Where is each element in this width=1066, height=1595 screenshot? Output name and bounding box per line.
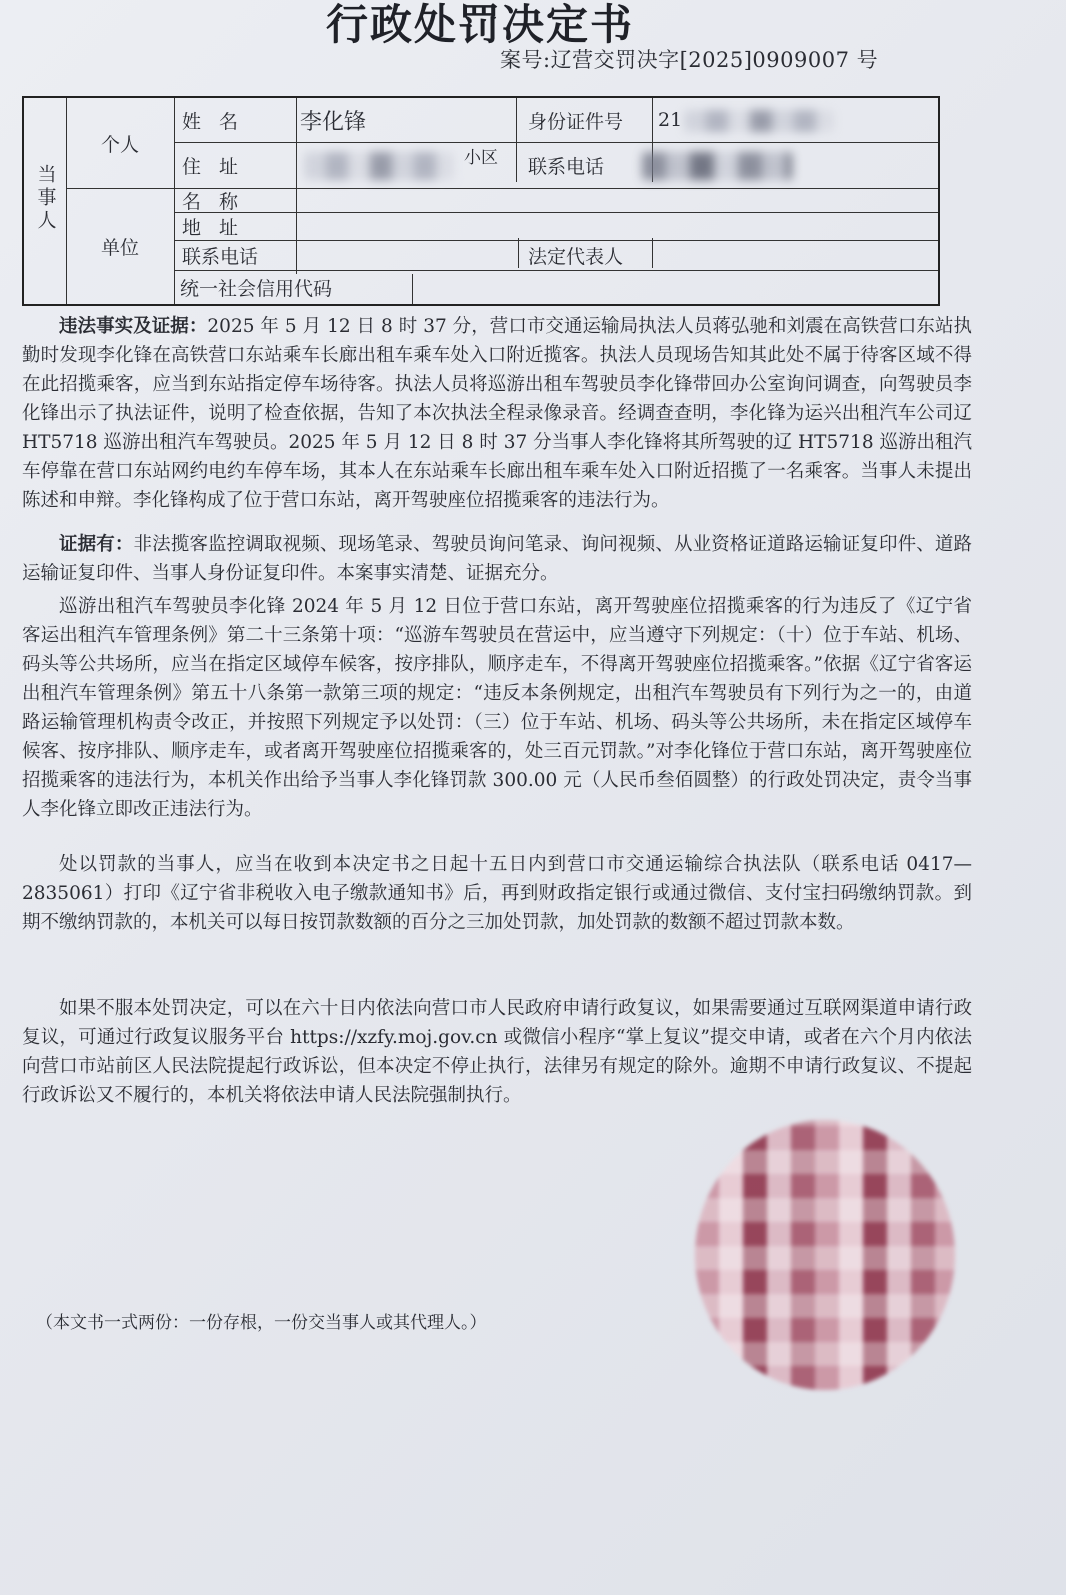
facts-heading: 违法事实及证据： — [59, 316, 208, 337]
credit-code-label: 统一社会信用代码 — [180, 277, 333, 300]
legal-rep-label: 法定代表人 — [528, 245, 624, 268]
case-number: 案号:辽营交罚决字[2025]0909007 号 — [500, 48, 879, 72]
name-label: 姓 名 — [182, 110, 245, 133]
evidence-heading: 证据有： — [59, 534, 134, 555]
name-value: 李化锋 — [300, 109, 367, 135]
party-label: 当事人 — [34, 163, 57, 233]
address-fragment: 小区 — [464, 147, 498, 168]
redacted-id-number — [684, 110, 834, 132]
redacted-address — [304, 152, 454, 180]
copies-note: （本文书一式两份：一份存根，一份交当事人或其代理人。） — [36, 1313, 487, 1333]
appeal-text: 如果不服本处罚决定，可以在六十日内依法向营口市人民政府申请行政复议，如果需要通过互联网渠道申请行政复议，可通过行政复议服务平台 https://xzfy.moj.gov.cn 或微信小程序“掌上复议”提交申请，或者在六个月内依法向营口市站前区人民法院提起行政诉讼，但本决定不停止执行，法律另有规定的除外。逾期不申请行政复议、不提起行政诉讼又不履行的，本机关将依法申请人民法院强制执行。 — [22, 998, 972, 1106]
violation-text: 巡游出租汽车驾驶员李化锋 2024 年 5 月 12 日位于营口东站，离开驾驶座位招揽乘客的行为违反了《辽宁省客运出租汽车管理条例》第二十三条第十项：“巡游车驾驶员在营运中，应当遵守下列规定：（十）位于车站、机场、码头等公共场所，应当在指定区域停车候客，按序排队，顺序走车，不得离开驾驶座位招揽乘客。”依据《辽宁省客运出租汽车管理条例》第五十八条第一款第三项的规定：“违反本条例规定，出租汽车驾驶员有下列行为之一的，由道路运输管理机构责令改正，并按照下列规定予以处罚：（三）位于车站、机场、码头等公共场所，未在指定区域停车候客、按序排队、顺序走车，或者离开驾驶座位招揽乘客的，处三百元罚款。”对李化锋位于营口东站，离开驾驶座位招揽乘客的违法行为，本机关作出给予当事人李化锋罚款 300.00 元（人民币叁佰圆整）的行政处罚决定，责令当事人李化锋立即改正违法行为。 — [22, 596, 972, 820]
id-value-prefix: 21 — [658, 109, 683, 131]
unit-phone-label: 联系电话 — [182, 245, 259, 268]
payment-paragraph — [22, 850, 972, 937]
payment-text: 处以罚款的当事人，应当在收到本决定书之日起十五日内到营口市交通运输综合执法队（联系电话 0417—2835061）打印《辽宁省非税收入电子缴款通知书》后，再到财政指定银行或通过微信、支付宝扫码缴纳罚款。到期不缴纳罚款的，本机关可以每日按罚款数额的百分之三加处罚款，加处罚款的数额不超过罚款本数。 — [22, 854, 972, 933]
facts-paragraph — [22, 312, 972, 515]
document-title: 行政处罚决定书 — [325, 0, 634, 49]
evidence-text: 非法揽客监控调取视频、现场笔录、驾驶员询问笔录、询问视频、从业资格证道路运输证复印件、道路运输证复印件、当事人身份证复印件。本案事实清楚、证据充分。 — [22, 534, 972, 584]
address-label: 住 址 — [182, 155, 245, 178]
unit-address-label: 地 址 — [182, 216, 245, 239]
unit-name-label: 名 称 — [182, 190, 245, 212]
appeal-paragraph — [22, 994, 972, 1110]
violation-paragraph — [22, 592, 972, 824]
evidence-paragraph — [22, 530, 972, 588]
party-info-table — [22, 96, 940, 306]
id-label: 身份证件号 — [528, 110, 624, 133]
redacted-phone — [642, 152, 792, 180]
facts-text: 2025 年 5 月 12 日 8 时 37 分，营口市交通运输局执法人员蒋弘驰和刘震在高铁营口东站执勤时发现李化锋在高铁营口东站乘车长廊出租车乘车处入口附近揽客。执法人员现场告知其此处不属于待客区域不得在此招揽乘客，应当到东站指定停车场待客。执法人员将巡游出租车驾驶员李化锋带回办公室询问调查，向驾驶员李化锋出示了执法证件，说明了检查依据，告知了本次执法全程录像录音。经调查查明，李化锋为运兴出租汽车公司辽 HT5718 巡游出租汽车驾驶员。2025 年 5 月 12 日 8 时 37 分当事人李化锋将其所驾驶的辽 HT5718 巡游出租汽车停靠在营口东站网约电约车停车场，其本人在东站乘车长廊出租车乘车处入口附近招揽了一名乘客。当事人未提出陈述和申辩。李化锋构成了位于营口东站，离开驾驶座位招揽乘客的违法行为。 — [22, 316, 972, 511]
individual-label: 个人 — [100, 133, 139, 156]
unit-label: 单位 — [100, 236, 139, 259]
redacted-official-seal — [695, 1120, 955, 1390]
phone-label: 联系电话 — [528, 155, 605, 178]
